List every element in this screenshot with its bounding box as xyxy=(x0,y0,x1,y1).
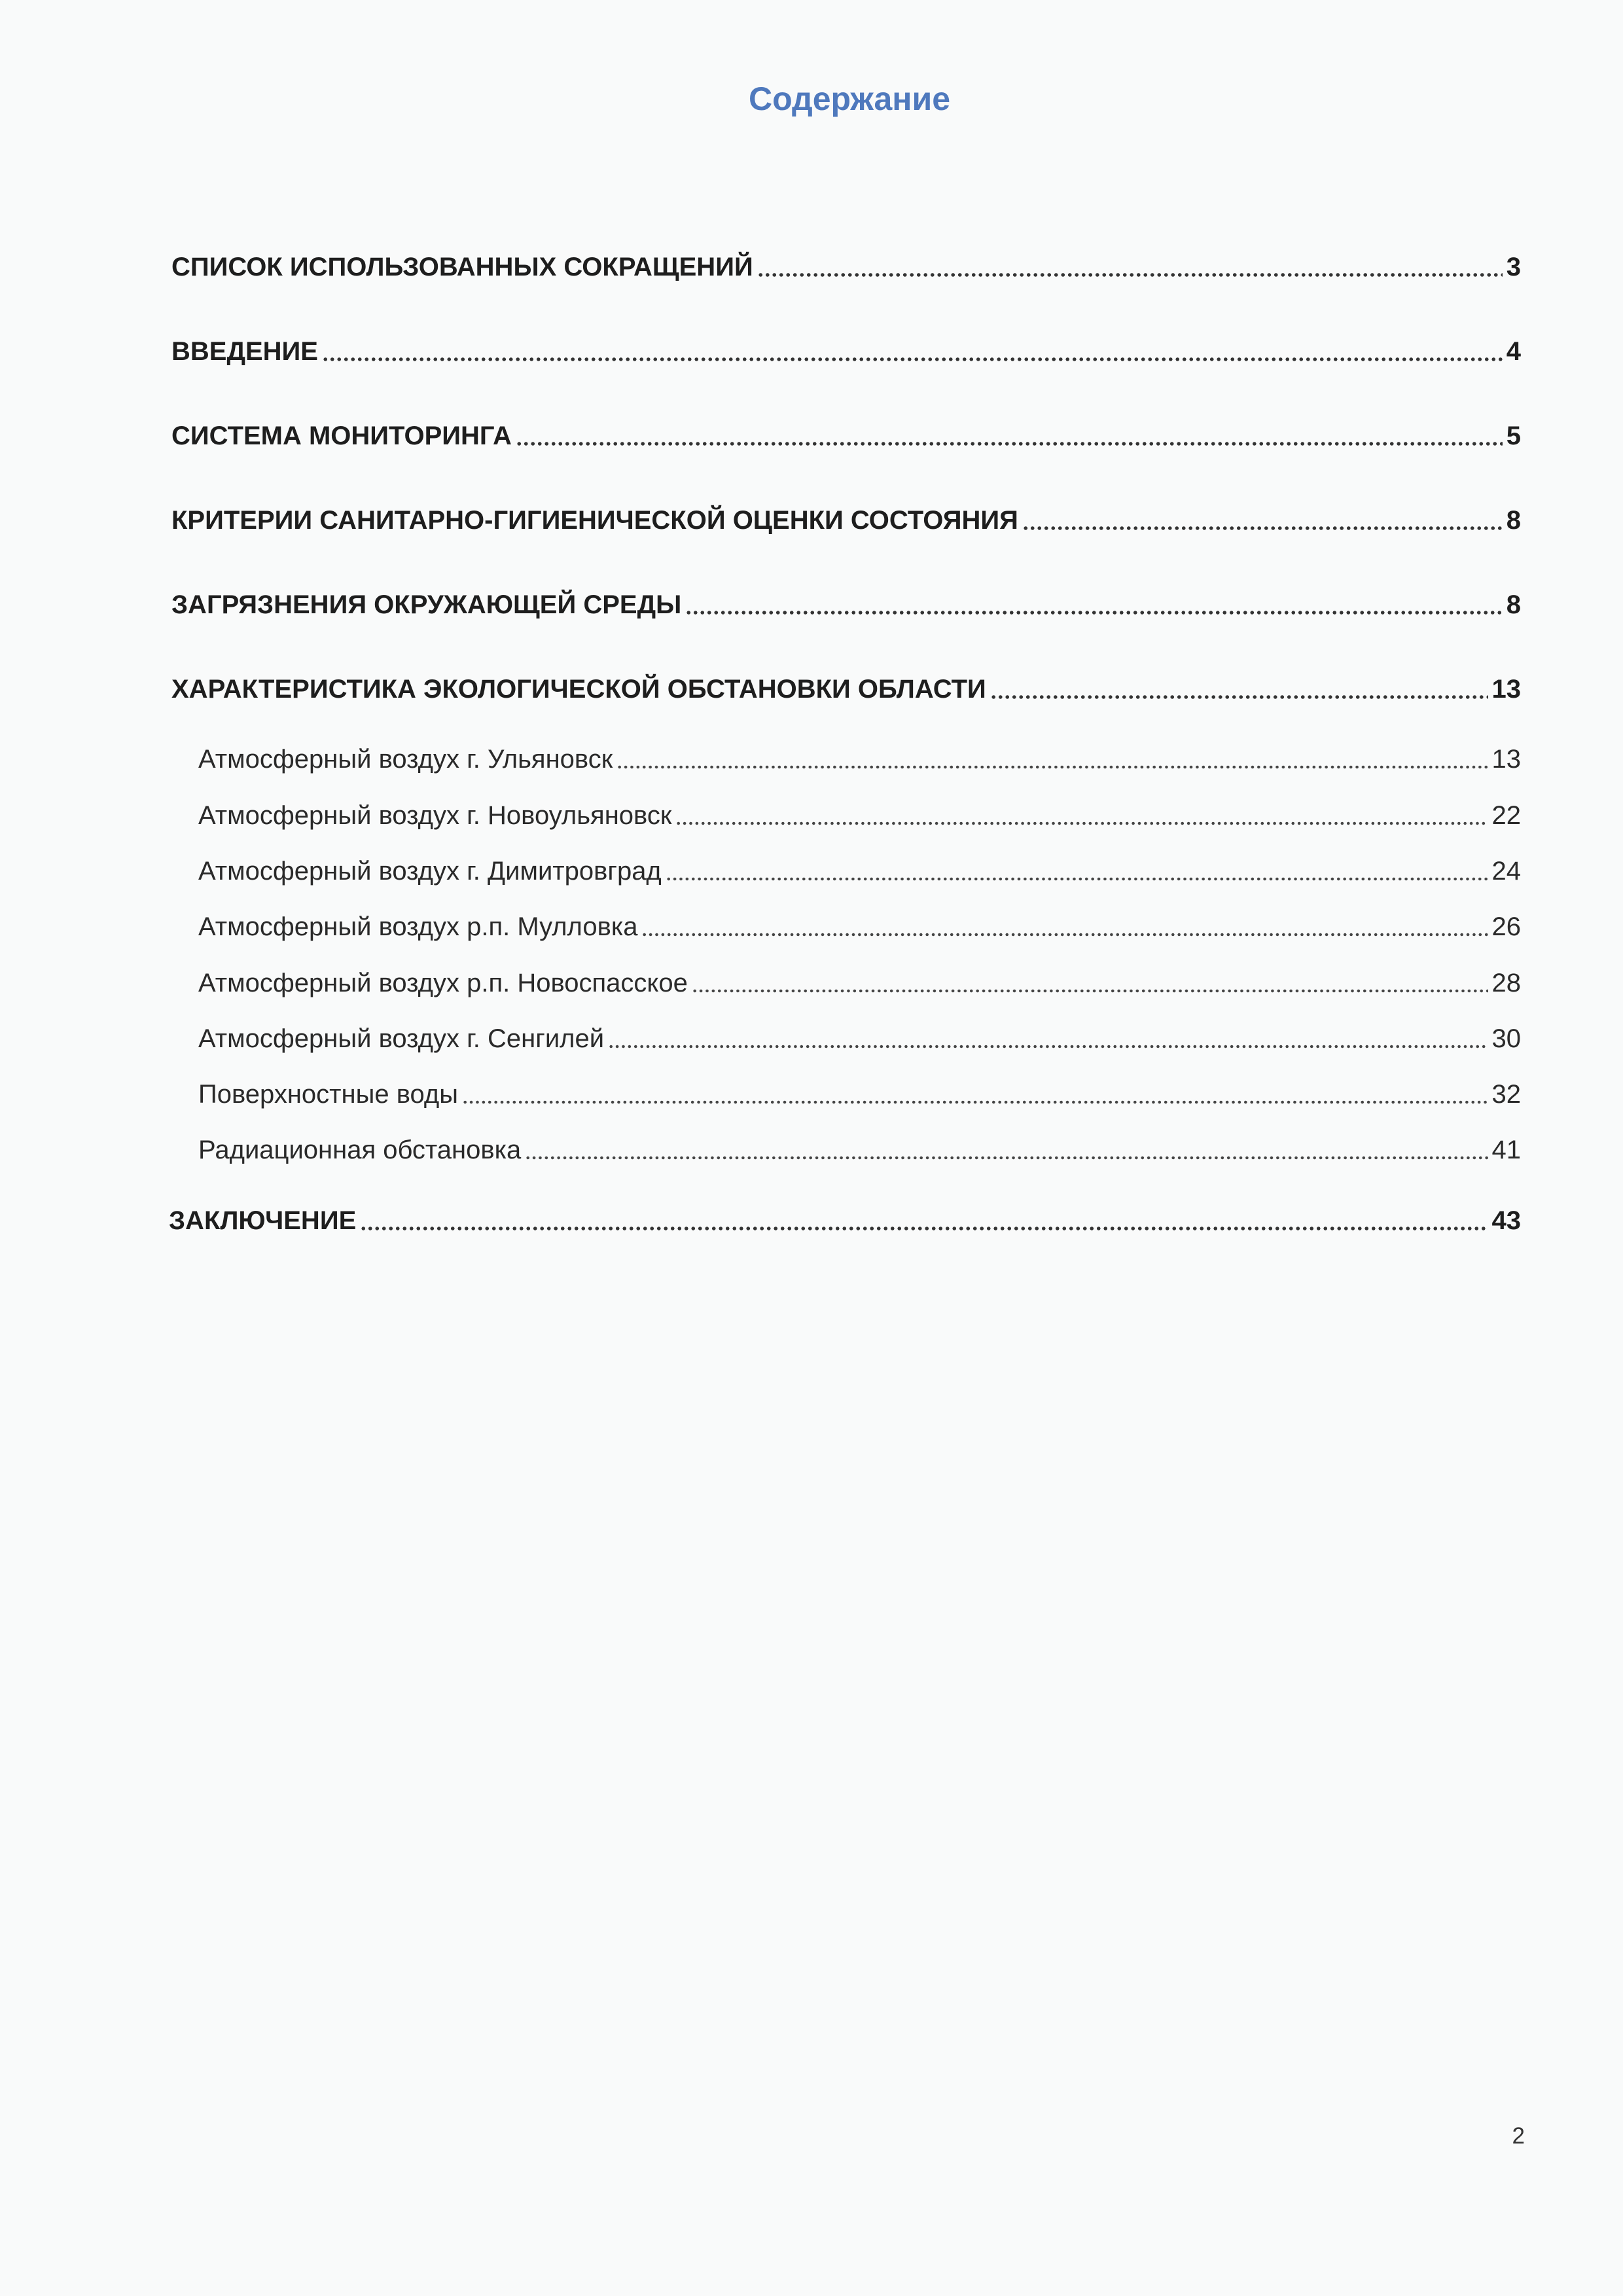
toc-entry-page: 22 xyxy=(1491,801,1521,830)
toc-entry-label: ХАРАКТЕРИСТИКА ЭКОЛОГИЧЕСКОЙ ОБСТАНОВКИ ОБЛАСТИ xyxy=(171,675,986,704)
toc-entry[interactable] xyxy=(171,337,1521,367)
toc-dot-leader xyxy=(516,442,1503,446)
toc-entry-label: Атмосферный воздух г. Сенгилей xyxy=(198,1024,605,1053)
toc-entry-label: ВВЕДЕНИЕ xyxy=(171,337,318,366)
toc-subentry[interactable] xyxy=(198,745,1521,774)
toc-entry-label: Поверхностные воды xyxy=(198,1080,458,1109)
toc-entry-page: 4 xyxy=(1506,337,1521,366)
toc-entry-label: Атмосферный воздух г. Ульяновск xyxy=(198,745,613,774)
toc-subentry[interactable] xyxy=(198,1024,1521,1054)
toc-subentry[interactable] xyxy=(198,969,1521,998)
toc-dot-leader xyxy=(525,1156,1488,1160)
toc-dot-leader xyxy=(666,877,1488,881)
toc-entry-label: ЗАКЛЮЧЕНИЕ xyxy=(169,1206,357,1235)
toc-entry[interactable] xyxy=(169,1206,1521,1236)
toc-entry-page: 13 xyxy=(1491,745,1521,774)
toc-entry[interactable] xyxy=(171,590,1521,620)
toc-dot-leader xyxy=(1022,526,1503,530)
toc-entry[interactable] xyxy=(171,253,1521,282)
toc-dot-leader xyxy=(608,1045,1488,1049)
toc-dot-leader xyxy=(685,611,1503,615)
toc-entry-label: Атмосферный воздух г. Новоульяновск xyxy=(198,801,672,830)
toc-entry-page: 24 xyxy=(1491,857,1521,886)
toc-entry-label: ЗАГРЯЗНЕНИЯ ОКРУЖАЮЩЕЙ СРЕДЫ xyxy=(171,590,682,619)
toc-entry-page: 43 xyxy=(1491,1206,1521,1235)
toc-dot-leader xyxy=(675,821,1488,825)
toc-subentry[interactable] xyxy=(198,801,1521,831)
toc-entry-label: Радиационная обстановка xyxy=(198,1136,522,1164)
toc-entry-page: 28 xyxy=(1491,969,1521,997)
toc-dot-leader xyxy=(757,273,1503,277)
toc-entry-page: 26 xyxy=(1491,912,1521,941)
toc-entry[interactable] xyxy=(171,675,1521,704)
toc-dot-leader xyxy=(322,357,1503,361)
toc-entry-label: Атмосферный воздух г. Димитровград xyxy=(198,857,662,886)
toc-entry-page: 8 xyxy=(1506,590,1521,619)
toc-dot-leader xyxy=(616,765,1488,769)
toc-entry-page: 3 xyxy=(1506,253,1521,281)
toc-subentry[interactable] xyxy=(198,1136,1521,1165)
toc-entry-page: 30 xyxy=(1491,1024,1521,1053)
toc-dot-leader xyxy=(692,989,1488,993)
toc-entry-page: 5 xyxy=(1506,422,1521,450)
toc-entry-page: 13 xyxy=(1491,675,1521,704)
page-number: 2 xyxy=(1512,2123,1525,2149)
page-title: Содержание xyxy=(748,81,951,117)
toc-entry-label: СИСТЕМА МОНИТОРИНГА xyxy=(171,422,512,450)
toc-entry-label: Атмосферный воздух р.п. Новоспасское xyxy=(198,969,688,997)
toc-subentry[interactable] xyxy=(198,1080,1521,1109)
toc-entry-label: СПИСОК ИСПОЛЬЗОВАННЫХ СОКРАЩЕНИЙ xyxy=(171,253,753,281)
toc-entry-label: КРИТЕРИИ САНИТАРНО-ГИГИЕНИЧЕСКОЙ ОЦЕНКИ СОСТОЯНИЯ xyxy=(171,506,1018,535)
toc-dot-leader xyxy=(462,1100,1488,1104)
toc-entry[interactable] xyxy=(171,506,1521,535)
toc-entry-page: 41 xyxy=(1491,1136,1521,1164)
toc-dot-leader xyxy=(360,1227,1488,1230)
toc-dot-leader xyxy=(641,933,1488,937)
toc-entry-label: Атмосферный воздух р.п. Мулловка xyxy=(198,912,638,941)
toc-entry-page: 32 xyxy=(1491,1080,1521,1109)
toc-entry-page: 8 xyxy=(1506,506,1521,535)
toc-subentry[interactable] xyxy=(198,857,1521,886)
toc-entry[interactable] xyxy=(171,422,1521,451)
toc-dot-leader xyxy=(990,695,1488,699)
toc-subentry[interactable] xyxy=(198,912,1521,942)
